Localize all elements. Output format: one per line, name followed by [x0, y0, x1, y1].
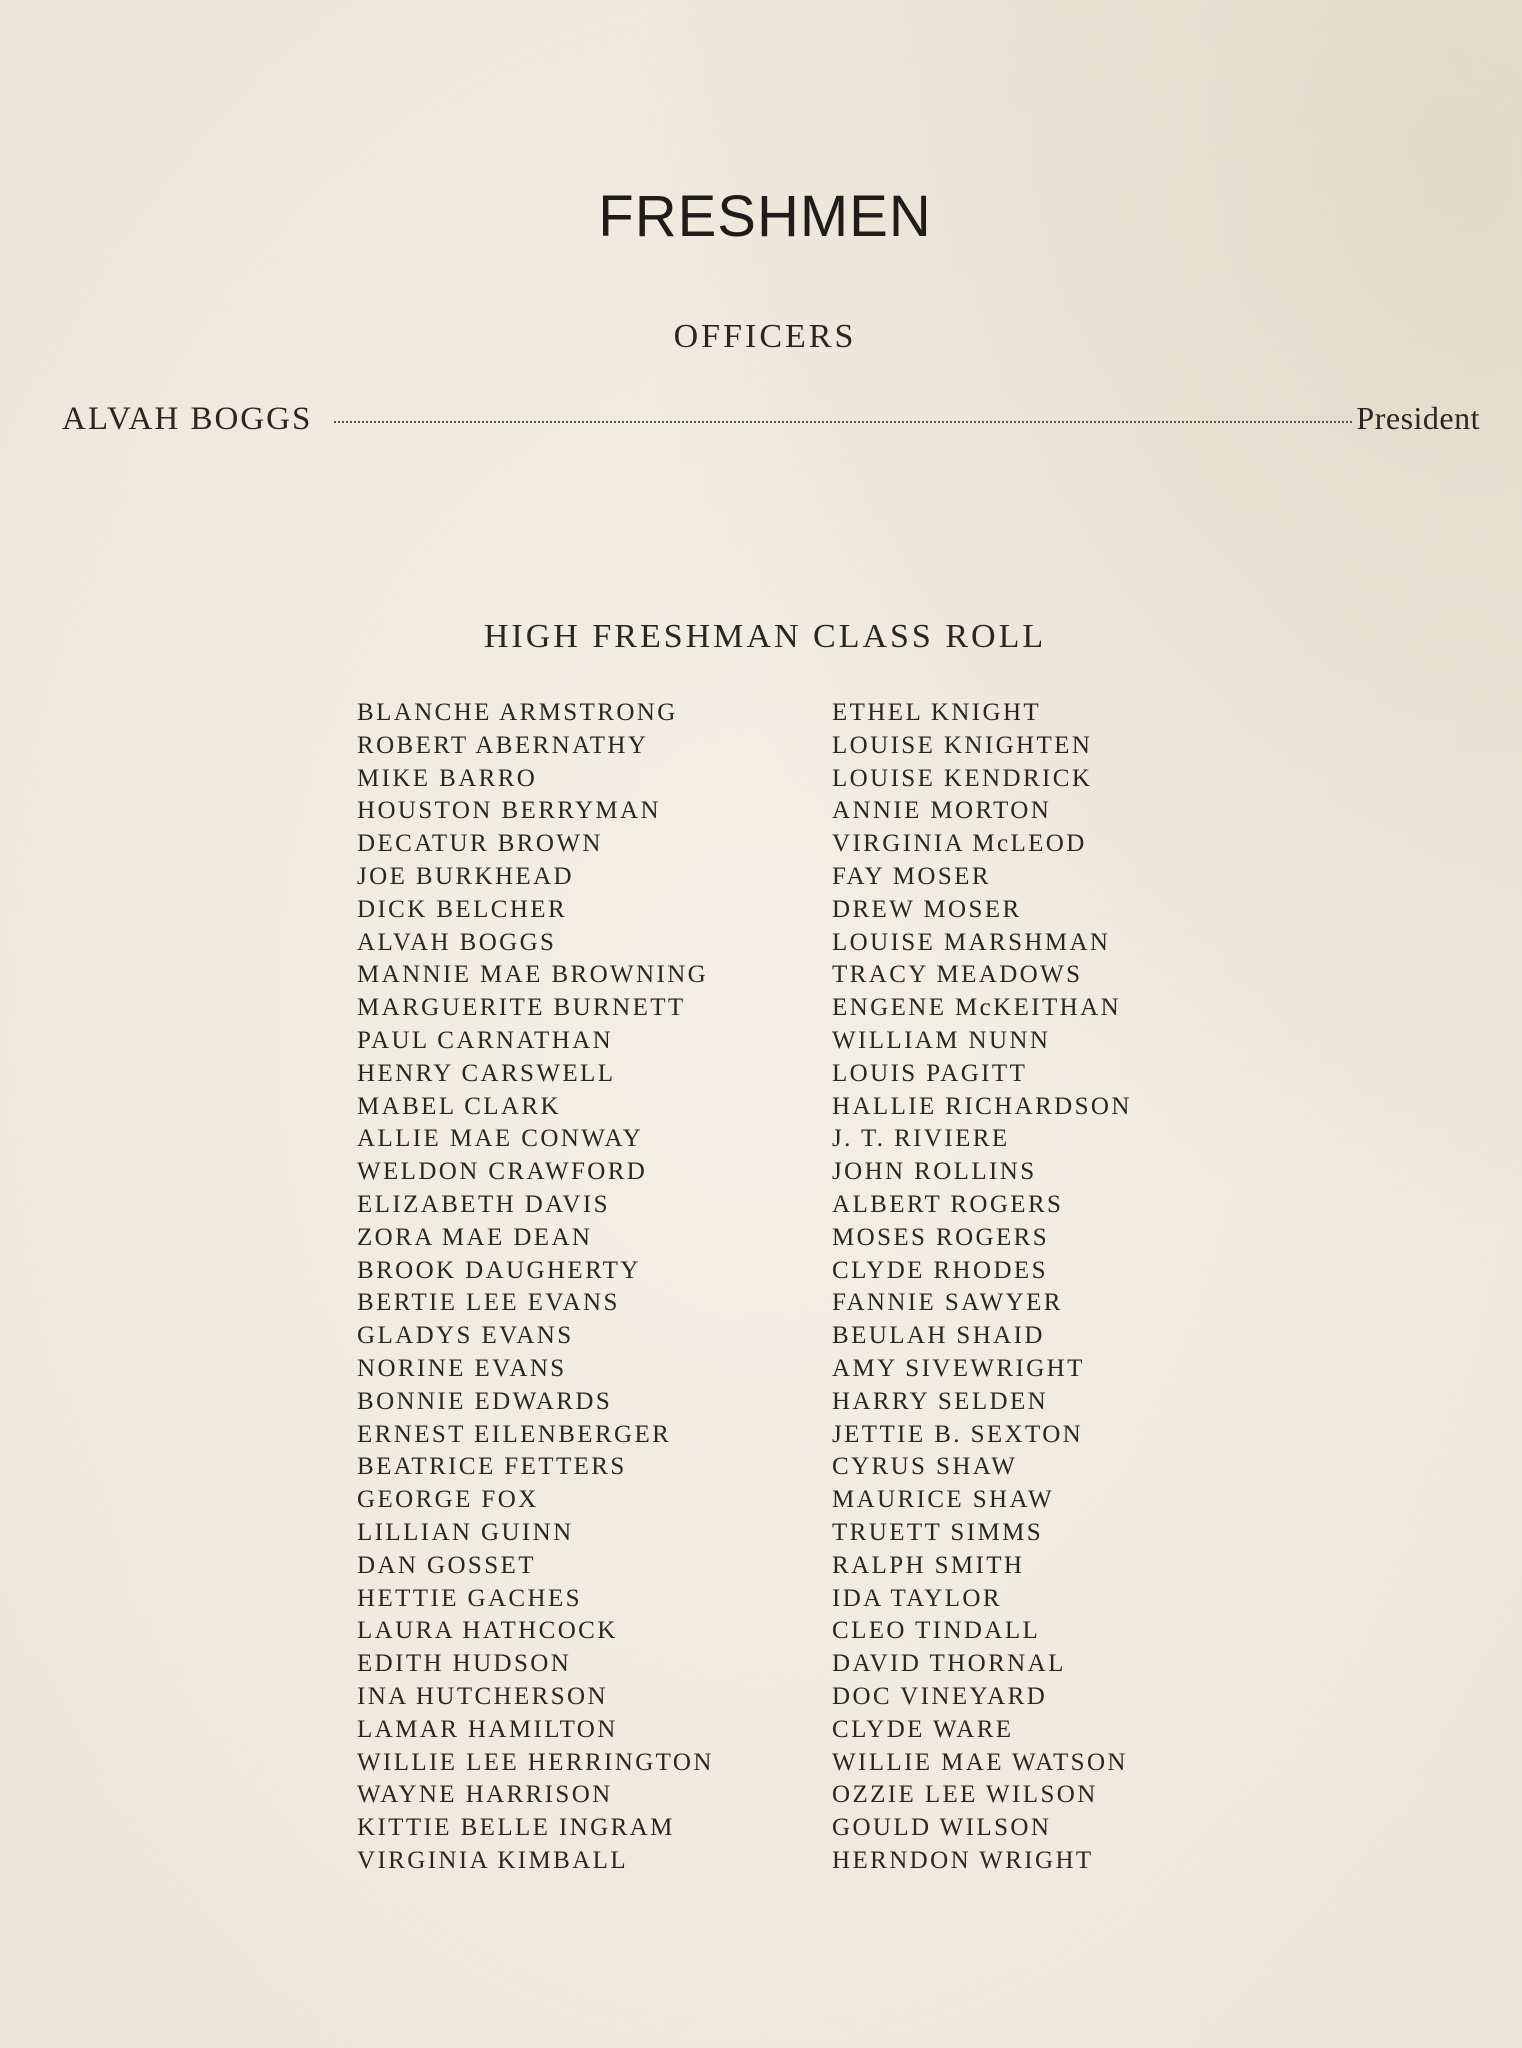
- roll-name: LOUISE KENDRICK: [832, 764, 1093, 792]
- roll-name: WAYNE HARRISON: [357, 1781, 613, 1809]
- roll-name: LAURA HATHCOCK: [357, 1617, 618, 1645]
- roll-name: RALPH SMITH: [832, 1551, 1025, 1579]
- roll-name: HALLIE RICHARDSON: [832, 1092, 1132, 1120]
- roll-name: ENGENE McKEITHAN: [832, 994, 1122, 1022]
- roll-name: MAURICE SHAW: [832, 1486, 1054, 1514]
- class-roll-left-column: [357, 697, 714, 1878]
- roll-name: BEATRICE FETTERS: [357, 1453, 627, 1481]
- roll-name: BLANCHE ARMSTRONG: [357, 699, 678, 726]
- roll-name: IDA TAYLOR: [832, 1584, 1002, 1612]
- roll-name: WILLIE LEE HERRINGTON: [357, 1748, 714, 1776]
- dot-leader: [334, 421, 1352, 423]
- roll-name: ALVAH BOGGS: [357, 928, 557, 956]
- roll-name: ETHEL KNIGHT: [832, 699, 1042, 726]
- roll-name: VIRGINIA McLEOD: [832, 830, 1087, 858]
- roll-name: CYRUS SHAW: [832, 1453, 1018, 1481]
- roll-name: ROBERT ABERNATHY: [357, 731, 649, 759]
- roll-name: WILLIAM NUNN: [832, 1026, 1051, 1054]
- roll-name: ELIZABETH DAVIS: [357, 1190, 610, 1218]
- roll-name: BONNIE EDWARDS: [357, 1387, 613, 1415]
- page-title: FRESHMEN: [598, 184, 932, 249]
- roll-name: WILLIE MAE WATSON: [832, 1748, 1128, 1776]
- roll-name: FAY MOSER: [832, 862, 991, 890]
- roll-name: MIKE BARRO: [357, 764, 538, 792]
- roll-name: BROOK DAUGHERTY: [357, 1256, 641, 1284]
- roll-name: ANNIE MORTON: [832, 797, 1052, 825]
- roll-name: FANNIE SAWYER: [832, 1289, 1063, 1317]
- roll-name: KITTIE BELLE INGRAM: [357, 1814, 675, 1842]
- roll-name: JETTIE B. SEXTON: [832, 1420, 1084, 1448]
- roll-name: HOUSTON BERRYMAN: [357, 797, 661, 825]
- roll-name: GOULD WILSON: [832, 1814, 1052, 1842]
- roll-name: DOC VINEYARD: [832, 1682, 1048, 1710]
- roll-name: INA HUTCHERSON: [357, 1682, 608, 1710]
- roll-name: HERNDON WRIGHT: [832, 1846, 1094, 1874]
- roll-name: CLYDE WARE: [832, 1715, 1014, 1743]
- roll-name: LAMAR HAMILTON: [357, 1715, 618, 1743]
- roll-name: DECATUR BROWN: [357, 830, 603, 858]
- roll-name: DICK BELCHER: [357, 895, 568, 923]
- roll-name: TRACY MEADOWS: [832, 961, 1083, 989]
- class-roll-heading: HIGH FRESHMAN CLASS ROLL: [483, 618, 1047, 655]
- roll-name: BEULAH SHAID: [832, 1322, 1045, 1350]
- roll-name: LILLIAN GUINN: [357, 1518, 574, 1546]
- roll-name: GLADYS EVANS: [357, 1322, 574, 1350]
- roll-name: CLEO TINDALL: [832, 1617, 1041, 1645]
- roll-name: HARRY SELDEN: [832, 1387, 1049, 1415]
- roll-name: TRUETT SIMMS: [832, 1518, 1044, 1546]
- roll-name: GEORGE FOX: [357, 1486, 539, 1514]
- roll-name: DREW MOSER: [832, 895, 1022, 923]
- roll-name: MARGUERITE BURNETT: [357, 994, 686, 1022]
- roll-name: ERNEST EILENBERGER: [357, 1420, 672, 1448]
- roll-name: MOSES ROGERS: [832, 1223, 1050, 1251]
- roll-name: LOUISE KNIGHTEN: [832, 731, 1093, 759]
- officers-heading: OFFICERS: [673, 318, 857, 355]
- roll-name: WELDON CRAWFORD: [357, 1158, 648, 1186]
- roll-name: JOHN ROLLINS: [832, 1158, 1037, 1186]
- roll-name: EDITH HUDSON: [357, 1650, 572, 1678]
- roll-name: ALBERT ROGERS: [832, 1190, 1064, 1218]
- roll-name: OZZIE LEE WILSON: [832, 1781, 1098, 1809]
- roll-name: DAN GOSSET: [357, 1551, 536, 1579]
- roll-name: BERTIE LEE EVANS: [357, 1289, 620, 1317]
- roll-name: PAUL CARNATHAN: [357, 1026, 614, 1054]
- class-roll-right-column: [832, 697, 1132, 1878]
- roll-name: ALLIE MAE CONWAY: [357, 1125, 644, 1153]
- roll-name: AMY SIVEWRIGHT: [832, 1354, 1085, 1382]
- roll-name: ZORA MAE DEAN: [357, 1223, 593, 1251]
- roll-name: MANNIE MAE BROWNING: [357, 961, 709, 989]
- officer-role: President: [1356, 400, 1480, 436]
- roll-name: J. T. RIVIERE: [832, 1125, 1010, 1153]
- roll-name: HENRY CARSWELL: [357, 1059, 616, 1087]
- roll-name: DAVID THORNAL: [832, 1650, 1066, 1678]
- roll-name: HETTIE GACHES: [357, 1584, 582, 1612]
- officer-entry: [62, 400, 1480, 438]
- roll-name: NORINE EVANS: [357, 1354, 567, 1382]
- roll-name: VIRGINIA KIMBALL: [357, 1846, 629, 1874]
- roll-name: CLYDE RHODES: [832, 1256, 1048, 1284]
- officer-name: ALVAH BOGGS: [62, 401, 313, 437]
- roll-name: MABEL CLARK: [357, 1092, 561, 1120]
- roll-name: LOUISE MARSHMAN: [832, 928, 1111, 956]
- roll-name: JOE BURKHEAD: [357, 862, 574, 890]
- roll-name: LOUIS PAGITT: [832, 1059, 1028, 1087]
